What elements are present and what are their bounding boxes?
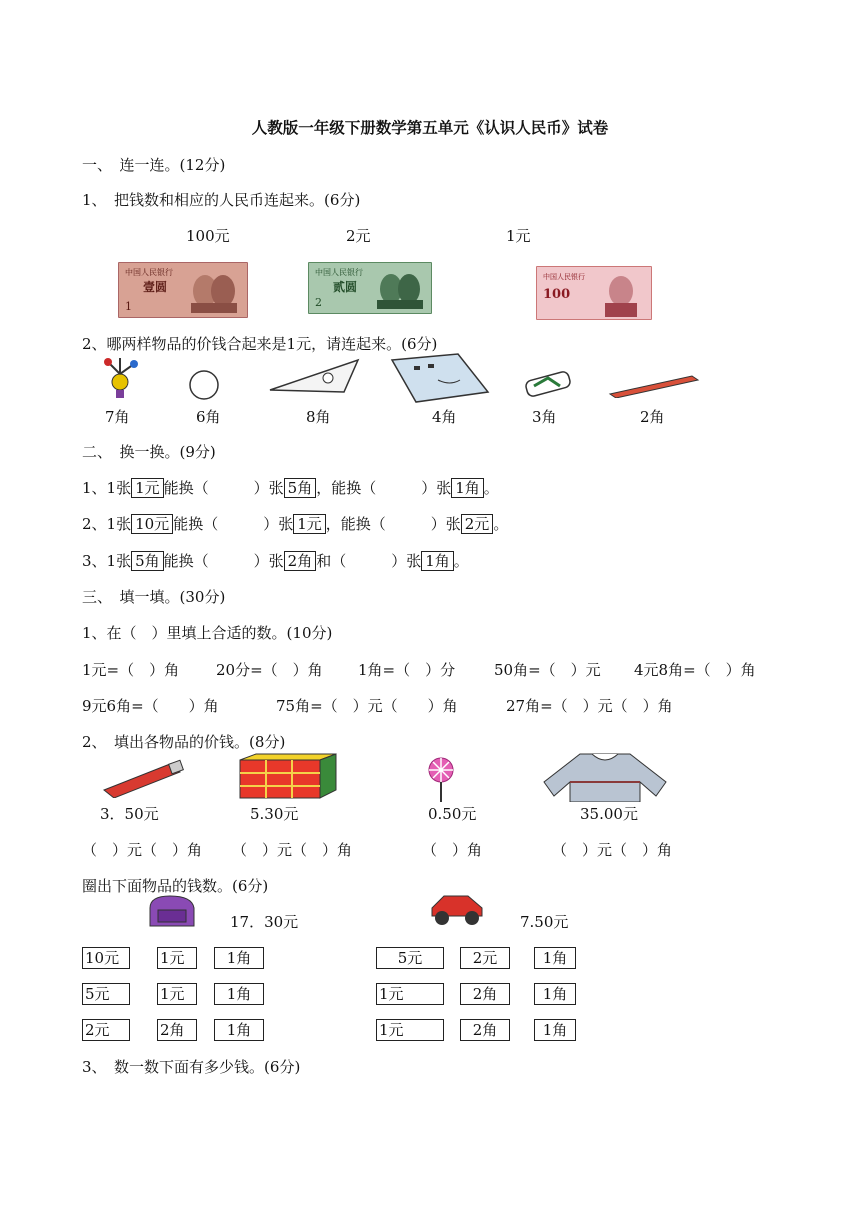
banknote-value: 壹圆 xyxy=(143,280,168,294)
circle-question: 圈出下面物品的钱数。(6分) xyxy=(82,877,269,895)
price-label: 4角 xyxy=(432,408,457,426)
row-text: 能换（ ）张 xyxy=(163,479,284,497)
section-2-heading: 二、 换一换。(9分) xyxy=(82,443,216,461)
money-option-box[interactable]: 1角 xyxy=(214,947,264,969)
exchange-row-3 xyxy=(82,551,469,571)
question-1-2: 2、哪两样物品的价钱合起来是1元，请连起来。(6分) xyxy=(82,335,438,353)
row-text: 能换（ ）张 xyxy=(163,552,284,570)
money-box: 1元 xyxy=(293,514,326,534)
banknote-header: 中国人民银行 xyxy=(543,273,585,281)
banknote-number: 1 xyxy=(125,300,132,313)
money-box: 2角 xyxy=(284,551,317,571)
item-price: 5.30元 xyxy=(250,805,299,823)
exchange-row-2 xyxy=(82,514,508,534)
banknote-100-yuan[interactable] xyxy=(536,266,652,320)
banknote-1-yuan[interactable] xyxy=(118,262,248,318)
fill-item: 50角=（ ）元 xyxy=(494,661,601,679)
banknote-header: 中国人民银行 xyxy=(125,268,173,277)
triangle-ruler-icon xyxy=(266,356,362,396)
item-price: 35.00元 xyxy=(580,805,638,823)
row-text: 能换（ ）张 xyxy=(173,515,294,533)
eraser-icon xyxy=(520,368,576,400)
fill-item: 1元=（ ）角 xyxy=(82,661,180,679)
banknote-value: 贰圆 xyxy=(333,280,358,294)
banknote-number: 2 xyxy=(315,296,322,309)
backpack-icon xyxy=(144,892,200,932)
money-option-box[interactable]: 2元 xyxy=(460,947,510,969)
jester-toy-icon xyxy=(94,356,144,400)
money-option-box[interactable]: 2角 xyxy=(460,983,510,1005)
money-option-box[interactable]: 5元 xyxy=(376,947,444,969)
row-text: 和（ ）张 xyxy=(316,552,422,570)
banknote-header: 中国人民银行 xyxy=(315,268,363,277)
money-option-box[interactable]: 1角 xyxy=(534,1019,576,1041)
money-option-box[interactable]: 1角 xyxy=(534,947,576,969)
money-option-box[interactable]: 10元 xyxy=(82,947,130,969)
row-text: 。 xyxy=(453,552,469,570)
money-option-box[interactable]: 1元 xyxy=(376,983,444,1005)
question-3-1: 1、在（ ）里填上合适的数。(10分) xyxy=(82,624,333,642)
amount-2: 2元 xyxy=(346,227,371,245)
amount-100: 100元 xyxy=(186,227,230,245)
page-title: 人教版一年级下册数学第五单元《认识人民币》试卷 xyxy=(251,118,609,137)
money-box: 2元 xyxy=(461,514,494,534)
portrait-image xyxy=(373,269,427,309)
price-fill: （ ）元（ ）角 xyxy=(82,841,203,859)
portrait-image xyxy=(185,269,243,313)
money-option-box[interactable]: 1元 xyxy=(376,1019,444,1041)
car-price: 7.50元 xyxy=(520,913,569,931)
banknote-2-yuan[interactable] xyxy=(308,262,432,314)
money-box: 10元 xyxy=(131,514,173,534)
fill-item: 27角=（ ）元（ ）角 xyxy=(506,697,673,715)
item-price: 0.50元 xyxy=(428,805,477,823)
row-text: ，能换（ ）张 xyxy=(316,479,452,497)
banknote-number: 100 xyxy=(543,287,571,302)
section-1-heading: 一、 连一连。(12分) xyxy=(82,156,226,174)
price-fill: （ ）角 xyxy=(422,841,483,859)
exchange-row-1 xyxy=(82,478,499,498)
money-option-box[interactable]: 2角 xyxy=(460,1019,510,1041)
toy-car-icon xyxy=(424,888,490,928)
price-label: 8角 xyxy=(306,408,331,426)
amount-1: 1元 xyxy=(506,227,531,245)
portrait-image xyxy=(595,271,647,317)
question-3-2: 2、 填出各物品的价钱。(8分) xyxy=(82,733,286,751)
row-text: ，能换（ ）张 xyxy=(325,515,461,533)
money-option-box[interactable]: 2角 xyxy=(157,1019,197,1041)
question-1-1: 1、 把钱数和相应的人民币连起来。(6分) xyxy=(82,191,361,209)
price-fill: （ ）元（ ）角 xyxy=(552,841,673,859)
ball-icon xyxy=(184,368,224,402)
price-label: 2角 xyxy=(640,408,665,426)
money-option-box[interactable]: 1元 xyxy=(157,947,197,969)
money-option-box[interactable]: 5元 xyxy=(82,983,130,1005)
money-option-box[interactable]: 1角 xyxy=(214,1019,264,1041)
section-3-heading: 三、 填一填。(30分) xyxy=(82,588,226,606)
fill-item: 9元6角=（ ）角 xyxy=(82,697,219,715)
money-box: 1元 xyxy=(131,478,164,498)
money-box: 5角 xyxy=(131,551,164,571)
item-price: 3．50元 xyxy=(100,805,159,823)
money-option-box[interactable]: 1角 xyxy=(214,983,264,1005)
sweater-icon xyxy=(540,752,670,802)
money-box: 5角 xyxy=(284,478,317,498)
row-text: 1、1张 xyxy=(82,479,132,497)
row-text: 。 xyxy=(493,515,509,533)
lollipop-icon xyxy=(424,756,458,802)
price-fill: （ ）元（ ）角 xyxy=(232,841,353,859)
money-option-box[interactable]: 1角 xyxy=(534,983,576,1005)
question-3-3: 3、 数一数下面有多少钱。(6分) xyxy=(82,1058,301,1076)
row-text: 3、1张 xyxy=(82,552,132,570)
notebook-icon xyxy=(388,352,492,404)
fill-item: 4元8角=（ ）角 xyxy=(634,661,756,679)
backpack-price: 17．30元 xyxy=(230,913,299,931)
price-label: 7角 xyxy=(105,408,130,426)
price-label: 3角 xyxy=(532,408,557,426)
row-text: 2、1张 xyxy=(82,515,132,533)
fill-item: 75角=（ ）元（ ）角 xyxy=(276,697,458,715)
fill-item: 1角=（ ）分 xyxy=(358,661,456,679)
money-option-box[interactable]: 2元 xyxy=(82,1019,130,1041)
toothpaste-icon xyxy=(100,758,186,798)
price-label: 6角 xyxy=(196,408,221,426)
rubiks-cube-icon xyxy=(238,752,338,800)
money-box: 1角 xyxy=(421,551,454,571)
money-box: 1角 xyxy=(451,478,484,498)
pencil-icon xyxy=(606,372,706,398)
money-option-box[interactable]: 1元 xyxy=(157,983,197,1005)
fill-item: 20分=（ ）角 xyxy=(216,661,323,679)
row-text: 。 xyxy=(483,479,499,497)
